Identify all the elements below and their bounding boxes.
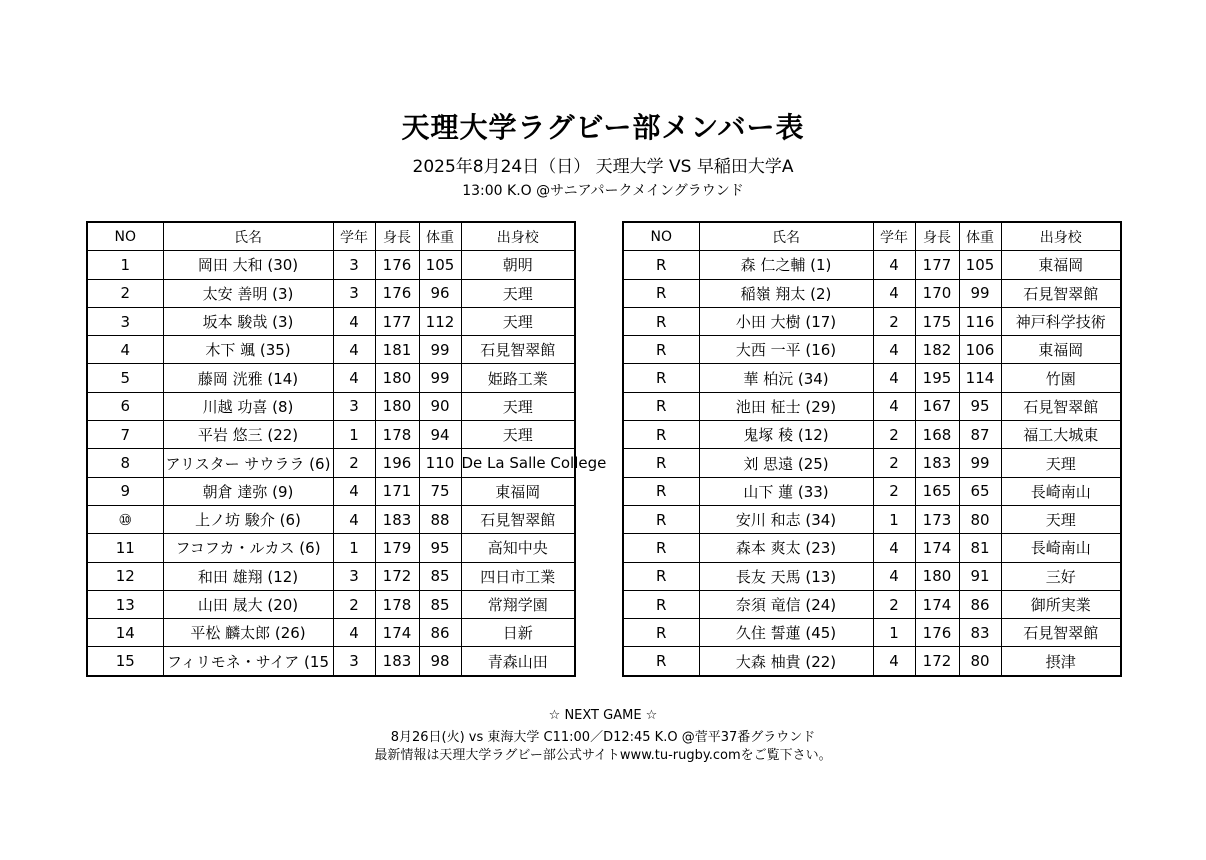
- player-height: 170: [915, 279, 959, 307]
- starters-table: [86, 221, 607, 677]
- player-weight: 94: [419, 421, 461, 449]
- player-school: 長崎南山: [1001, 477, 1121, 505]
- table-row: [87, 336, 575, 364]
- table-row: [623, 392, 1121, 420]
- player-number: R: [623, 534, 699, 562]
- table-row: [87, 562, 575, 590]
- player-number: 1: [87, 251, 163, 279]
- player-school: 摂津: [1001, 647, 1121, 676]
- player-height: 180: [375, 364, 419, 392]
- player-weight: 105: [419, 251, 461, 279]
- table-row: [87, 279, 575, 307]
- table-header-row: [623, 222, 1121, 251]
- player-year: 4: [873, 392, 915, 420]
- player-name: 久住 誓蓮 (45): [699, 619, 873, 647]
- player-height: 172: [915, 647, 959, 676]
- table-row: [87, 449, 575, 477]
- player-height: 178: [375, 590, 419, 618]
- col-weight-header: 体重: [419, 222, 461, 251]
- player-year: 2: [873, 590, 915, 618]
- player-year: 4: [873, 364, 915, 392]
- player-name: 上ノ坊 駿介 (6): [163, 505, 333, 533]
- player-weight: 105: [959, 251, 1001, 279]
- player-number: R: [623, 421, 699, 449]
- kickoff-info: 13:00 K.O @サニアパークメイングラウンド: [462, 183, 744, 199]
- player-name: 大西 一平 (16): [699, 336, 873, 364]
- col-year-header: 学年: [873, 222, 915, 251]
- table-row: [87, 534, 575, 562]
- player-school: 石見智翠館: [461, 336, 575, 364]
- page-title: 天理大学ラグビー部メンバー表: [401, 111, 805, 144]
- player-number: 15: [87, 647, 163, 676]
- player-number: R: [623, 477, 699, 505]
- player-school: 朝明: [461, 251, 575, 279]
- player-year: 3: [333, 562, 375, 590]
- player-school: 四日市工業: [461, 562, 575, 590]
- player-number: 8: [87, 449, 163, 477]
- player-name: 岡田 大和 (30): [163, 251, 333, 279]
- website-notice: 最新情報は天理大学ラグビー部公式サイトwww.tu-rugby.comをご覧下さい。: [374, 748, 832, 763]
- player-name: 刘 思遠 (25): [699, 449, 873, 477]
- player-school: 天理: [461, 307, 575, 335]
- player-height: 183: [375, 647, 419, 676]
- player-school: 日新: [461, 619, 575, 647]
- player-number: 3: [87, 307, 163, 335]
- table-row: [623, 364, 1121, 392]
- player-name: 木下 颯 (35): [163, 336, 333, 364]
- table-row: [623, 505, 1121, 533]
- player-height: 183: [375, 505, 419, 533]
- player-name: 華 柏沅 (34): [699, 364, 873, 392]
- player-year: 3: [333, 392, 375, 420]
- match-subtitle: 2025年8月24日（日） 天理大学 VS 早稲田大学A: [412, 157, 794, 177]
- player-name: 平岩 悠三 (22): [163, 421, 333, 449]
- player-height: 176: [375, 279, 419, 307]
- table-row: [623, 251, 1121, 279]
- next-game-details: 8月26日(火) vs 東海大学 C11:00／D12:45 K.O @菅平37番グラウンド: [390, 730, 816, 745]
- player-number: R: [623, 619, 699, 647]
- player-weight: 99: [959, 449, 1001, 477]
- player-year: 2: [333, 590, 375, 618]
- player-name: フコフカ・ルカス (6): [163, 534, 333, 562]
- player-height: 179: [375, 534, 419, 562]
- player-weight: 99: [419, 336, 461, 364]
- player-weight: 88: [419, 505, 461, 533]
- player-name: 大森 柚貴 (22): [699, 647, 873, 676]
- player-weight: 112: [419, 307, 461, 335]
- player-weight: 110: [419, 449, 461, 477]
- player-number: 7: [87, 421, 163, 449]
- player-year: 1: [333, 534, 375, 562]
- table-row: [87, 647, 575, 676]
- player-height: 176: [375, 251, 419, 279]
- player-number: 4: [87, 336, 163, 364]
- player-year: 1: [333, 421, 375, 449]
- col-name-header: 氏名: [163, 222, 333, 251]
- player-year: 4: [873, 562, 915, 590]
- player-year: 3: [333, 279, 375, 307]
- player-name: 鬼塚 稜 (12): [699, 421, 873, 449]
- player-weight: 80: [959, 647, 1001, 676]
- player-height: 195: [915, 364, 959, 392]
- player-year: 1: [873, 505, 915, 533]
- player-height: 175: [915, 307, 959, 335]
- player-year: 4: [333, 505, 375, 533]
- player-year: 4: [873, 647, 915, 676]
- player-height: 177: [375, 307, 419, 335]
- player-number: R: [623, 279, 699, 307]
- player-year: 4: [333, 477, 375, 505]
- player-school: 石見智翠館: [1001, 392, 1121, 420]
- player-weight: 96: [419, 279, 461, 307]
- player-name: 太安 善明 (3): [163, 279, 333, 307]
- col-weight-header: 体重: [959, 222, 1001, 251]
- col-no-header: NO: [87, 222, 163, 251]
- player-height: 182: [915, 336, 959, 364]
- player-weight: 99: [419, 364, 461, 392]
- player-school: 石見智翠館: [461, 505, 575, 533]
- player-number: R: [623, 392, 699, 420]
- table-row: [623, 279, 1121, 307]
- player-number: 13: [87, 590, 163, 618]
- player-school: 天理: [1001, 449, 1121, 477]
- player-number: R: [623, 251, 699, 279]
- player-school: 石見智翠館: [1001, 279, 1121, 307]
- player-weight: 116: [959, 307, 1001, 335]
- player-number: R: [623, 505, 699, 533]
- player-school: De La Salle College: [461, 449, 575, 477]
- player-height: 177: [915, 251, 959, 279]
- player-name: 坂本 駿哉 (3): [163, 307, 333, 335]
- player-year: 2: [873, 477, 915, 505]
- reserves-table: [622, 221, 1122, 677]
- next-game-heading: ☆ NEXT GAME ☆: [548, 708, 658, 723]
- player-weight: 86: [419, 619, 461, 647]
- player-height: 173: [915, 505, 959, 533]
- col-height-header: 身長: [915, 222, 959, 251]
- player-height: 174: [375, 619, 419, 647]
- player-year: 2: [873, 449, 915, 477]
- col-name-header: 氏名: [699, 222, 873, 251]
- player-height: 178: [375, 421, 419, 449]
- player-weight: 87: [959, 421, 1001, 449]
- player-year: 2: [873, 307, 915, 335]
- player-school: 東福岡: [461, 477, 575, 505]
- player-height: 183: [915, 449, 959, 477]
- player-name: 川越 功喜 (8): [163, 392, 333, 420]
- player-height: 180: [915, 562, 959, 590]
- player-name: 朝倉 達弥 (9): [163, 477, 333, 505]
- table-row: [87, 307, 575, 335]
- table-row: [623, 562, 1121, 590]
- player-year: 3: [333, 251, 375, 279]
- player-number: R: [623, 449, 699, 477]
- player-school: 常翔学園: [461, 590, 575, 618]
- table-row: [623, 647, 1121, 676]
- player-weight: 95: [419, 534, 461, 562]
- table-row: [87, 505, 575, 533]
- player-school: 福工大城東: [1001, 421, 1121, 449]
- table-row: [87, 364, 575, 392]
- player-number: 5: [87, 364, 163, 392]
- player-year: 4: [873, 251, 915, 279]
- player-number: R: [623, 590, 699, 618]
- player-school: 東福岡: [1001, 251, 1121, 279]
- player-weight: 85: [419, 590, 461, 618]
- player-school: 三好: [1001, 562, 1121, 590]
- player-height: 172: [375, 562, 419, 590]
- table-row: [623, 307, 1121, 335]
- player-number: 6: [87, 392, 163, 420]
- player-school: 天理: [1001, 505, 1121, 533]
- player-height: 181: [375, 336, 419, 364]
- player-year: 2: [873, 421, 915, 449]
- player-school: 長崎南山: [1001, 534, 1121, 562]
- player-school: 高知中央: [461, 534, 575, 562]
- table-row: [623, 336, 1121, 364]
- player-height: 196: [375, 449, 419, 477]
- player-number: R: [623, 364, 699, 392]
- col-year-header: 学年: [333, 222, 375, 251]
- player-weight: 90: [419, 392, 461, 420]
- player-school: 神戸科学技術: [1001, 307, 1121, 335]
- player-school: 竹園: [1001, 364, 1121, 392]
- table-row: [623, 534, 1121, 562]
- player-year: 4: [333, 307, 375, 335]
- col-no-header: NO: [623, 222, 699, 251]
- player-name: 長友 天馬 (13): [699, 562, 873, 590]
- table-row: [87, 421, 575, 449]
- table-row: [87, 477, 575, 505]
- player-weight: 83: [959, 619, 1001, 647]
- player-school: 天理: [461, 279, 575, 307]
- table-row: [623, 449, 1121, 477]
- player-weight: 86: [959, 590, 1001, 618]
- player-name: 和田 雄翔 (12): [163, 562, 333, 590]
- player-weight: 91: [959, 562, 1001, 590]
- player-school: 天理: [461, 392, 575, 420]
- col-height-header: 身長: [375, 222, 419, 251]
- player-name: 藤岡 洸雅 (14): [163, 364, 333, 392]
- player-year: 4: [333, 619, 375, 647]
- table-header-row: [87, 222, 575, 251]
- player-number: 2: [87, 279, 163, 307]
- player-number: R: [623, 307, 699, 335]
- player-year: 4: [333, 364, 375, 392]
- player-height: 174: [915, 534, 959, 562]
- player-name: 奈須 竜信 (24): [699, 590, 873, 618]
- player-height: 176: [915, 619, 959, 647]
- player-number: R: [623, 562, 699, 590]
- player-weight: 99: [959, 279, 1001, 307]
- player-number: R: [623, 336, 699, 364]
- player-school: 御所実業: [1001, 590, 1121, 618]
- player-name: アリスター サウララ (6): [163, 449, 333, 477]
- player-weight: 80: [959, 505, 1001, 533]
- player-name: 小田 大樹 (17): [699, 307, 873, 335]
- table-row: [623, 421, 1121, 449]
- player-year: 3: [333, 647, 375, 676]
- table-row: [623, 619, 1121, 647]
- table-row: [623, 590, 1121, 618]
- player-name: 山田 晟大 (20): [163, 590, 333, 618]
- player-name: 森 仁之輔 (1): [699, 251, 873, 279]
- player-number: 9: [87, 477, 163, 505]
- player-weight: 95: [959, 392, 1001, 420]
- player-name: 池田 柾士 (29): [699, 392, 873, 420]
- player-year: 1: [873, 619, 915, 647]
- table-row: [87, 392, 575, 420]
- player-name: 稲嶺 翔太 (2): [699, 279, 873, 307]
- player-number: ⑩: [87, 505, 163, 533]
- player-name: 山下 蓮 (33): [699, 477, 873, 505]
- player-weight: 81: [959, 534, 1001, 562]
- player-year: 4: [333, 336, 375, 364]
- player-name: フィリモネ・サイア (15: [163, 647, 333, 676]
- player-height: 167: [915, 392, 959, 420]
- table-row: [87, 251, 575, 279]
- starters-body: [87, 251, 607, 676]
- col-school-header: 出身校: [1001, 222, 1121, 251]
- player-height: 174: [915, 590, 959, 618]
- player-weight: 98: [419, 647, 461, 676]
- col-school-header: 出身校: [461, 222, 575, 251]
- player-number: 11: [87, 534, 163, 562]
- table-row: [87, 590, 575, 618]
- player-weight: 106: [959, 336, 1001, 364]
- player-school: 青森山田: [461, 647, 575, 676]
- player-height: 180: [375, 392, 419, 420]
- player-number: 12: [87, 562, 163, 590]
- player-height: 171: [375, 477, 419, 505]
- player-name: 安川 和志 (34): [699, 505, 873, 533]
- player-height: 165: [915, 477, 959, 505]
- player-name: 森本 爽太 (23): [699, 534, 873, 562]
- player-year: 4: [873, 534, 915, 562]
- player-name: 平松 麟太郎 (26): [163, 619, 333, 647]
- player-year: 2: [333, 449, 375, 477]
- player-school: 天理: [461, 421, 575, 449]
- player-weight: 75: [419, 477, 461, 505]
- player-school: 姫路工業: [461, 364, 575, 392]
- player-year: 4: [873, 336, 915, 364]
- player-number: R: [623, 647, 699, 676]
- player-school: 東福岡: [1001, 336, 1121, 364]
- player-school: 石見智翠館: [1001, 619, 1121, 647]
- player-weight: 114: [959, 364, 1001, 392]
- player-weight: 85: [419, 562, 461, 590]
- reserves-body: [623, 251, 1121, 676]
- player-year: 4: [873, 279, 915, 307]
- table-row: [87, 619, 575, 647]
- player-number: 14: [87, 619, 163, 647]
- table-row: [623, 477, 1121, 505]
- player-height: 168: [915, 421, 959, 449]
- player-weight: 65: [959, 477, 1001, 505]
